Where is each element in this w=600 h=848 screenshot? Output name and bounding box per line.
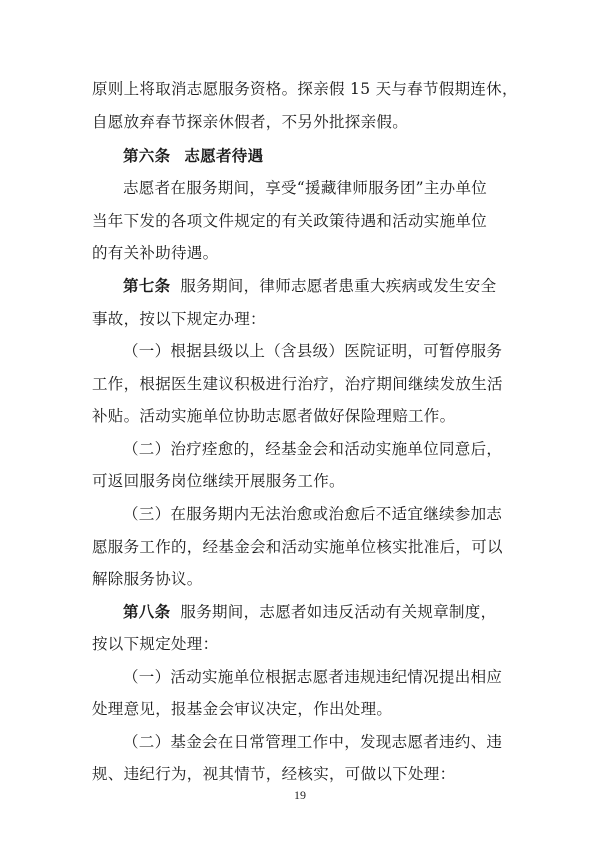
article-heading	[123, 146, 523, 166]
text-line: 工作，根据医生建议积极进行治疗，治疗期间继续发放生活	[92, 375, 503, 393]
text-line: （一）活动实施单位根据志愿者违规违纪情况提出相应	[123, 668, 503, 686]
text-line: 可返回服务岗位继续开展服务工作。	[92, 472, 345, 490]
text-line: 规、违纪行为，视其情节，经核实，可做以下处理：	[92, 765, 456, 783]
text-line: 按以下规定处理：	[92, 635, 219, 653]
article-title: 志愿者待遇	[184, 146, 264, 165]
article-paragraph-start	[123, 602, 523, 622]
text-line: 愿服务工作的，经基金会和活动实施单位核实批准后，可以	[92, 538, 503, 556]
text-line: 原则上将取消志愿服务资格。探亲假 15 天与春节假期连休，	[92, 80, 518, 98]
text-line: 事故，按以下规定办理：	[92, 310, 266, 328]
article-text: 服务期间，志愿者如违反活动有关规章制度，	[180, 603, 497, 621]
article-paragraph-start	[123, 276, 523, 296]
article-text: 服务期间，律师志愿者患重大疾病或发生安全	[180, 277, 497, 295]
text-line: 自愿放弃春节探亲休假者，不另外批探亲假。	[92, 113, 409, 131]
article-number: 第六条	[123, 146, 171, 165]
page-number: 19	[294, 788, 306, 802]
text-line: （三）在服务期内无法治愈或治愈后不适宜继续参加志	[123, 505, 503, 523]
article-number: 第七条	[123, 276, 171, 295]
text-line: （二）治疗痊愈的，经基金会和活动实施单位同意后，	[123, 440, 503, 458]
text-line: 当年下发的各项文件规定的有关政策待遇和活动实施单位	[92, 212, 488, 230]
text-line: 的有关补助待遇。	[92, 244, 219, 262]
text-line: 志愿者在服务期间，享受“援藏律师服务团”主办单位	[123, 179, 488, 197]
text-line: 处理意见，报基金会审议决定，作出处理。	[92, 700, 393, 718]
text-line: 补贴。活动实施单位协助志愿者做好保险理赔工作。	[92, 407, 456, 425]
text-line: （一）根据县级以上（含县级）医院证明，可暂停服务	[123, 342, 503, 360]
text-line: （二）基金会在日常管理工作中，发现志愿者违约、违	[123, 733, 503, 751]
text-line: 解除服务协议。	[92, 570, 203, 588]
article-number: 第八条	[123, 602, 171, 621]
